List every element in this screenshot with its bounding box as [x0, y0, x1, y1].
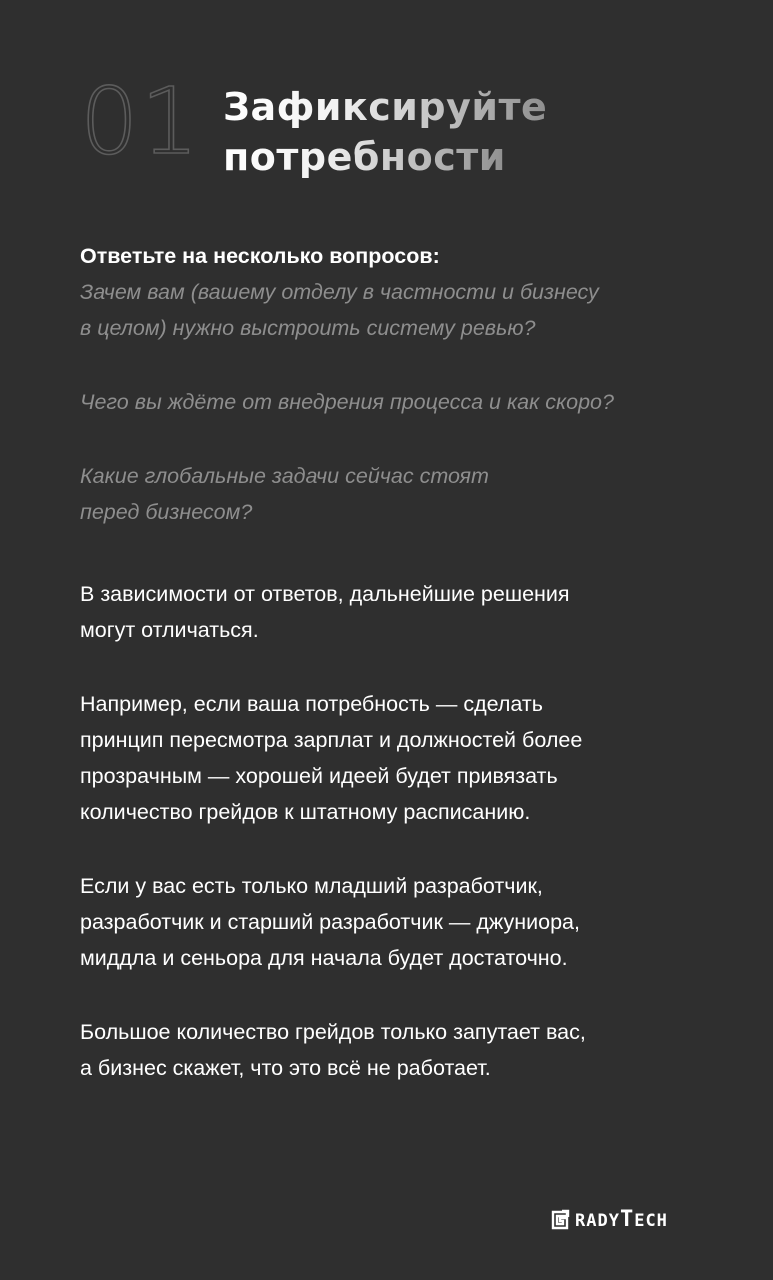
logo-part: RADY [575, 1210, 620, 1231]
body-line: количество грейдов к штатному расписанию. [80, 800, 531, 824]
step-number: 01 [80, 68, 202, 175]
body-line: В зависимости от ответов, дальнейшие решения [80, 582, 570, 606]
body-line: Если у вас есть только младший разработчик, [80, 874, 543, 898]
logo-initial: T [619, 1206, 635, 1232]
page-title [223, 82, 723, 182]
question-line: в целом) нужно выстроить систему ревью? [80, 316, 536, 340]
body-paragraph [80, 686, 740, 830]
body-line: миддла и сеньора для начала будет достаточно. [80, 946, 568, 970]
title-line-2: потребности [223, 132, 506, 182]
body-section [80, 576, 740, 1124]
gradytech-g-arrow-icon [550, 1209, 572, 1231]
logo-wordmark [575, 1204, 668, 1237]
body-line: прозрачным — хорошей идеей будет привязать [80, 764, 558, 788]
question-line: Чего вы ждёте от внедрения процесса и как скоро? [80, 390, 614, 414]
questions-section [80, 238, 720, 568]
question-line: Зачем вам (вашему отделу в частности и бизнесу [80, 280, 599, 304]
body-line: Большое количество грейдов только запутает вас, [80, 1020, 586, 1044]
question-line: перед бизнесом? [80, 500, 253, 524]
body-line: могут отличаться. [80, 618, 259, 642]
gradytech-logo [550, 1204, 668, 1236]
question-item [80, 384, 720, 420]
body-line: Например, если ваша потребность — сделать [80, 692, 543, 716]
question-item [80, 458, 720, 530]
logo-part: ECH [634, 1210, 668, 1231]
body-line: а бизнес скажет, что это всё не работает. [80, 1056, 491, 1080]
title-line-1: Зафиксируйте [223, 82, 547, 132]
body-paragraph [80, 868, 740, 976]
question-item [80, 274, 720, 346]
body-line: разработчик и старший разработчик — джуниора, [80, 910, 580, 934]
body-line: принцип пересмотра зарплат и должностей более [80, 728, 583, 752]
questions-heading: Ответьте на несколько вопросов: [80, 244, 440, 268]
body-paragraph [80, 1014, 740, 1086]
question-line: Какие глобальные задачи сейчас стоят [80, 464, 489, 488]
body-paragraph [80, 576, 740, 648]
